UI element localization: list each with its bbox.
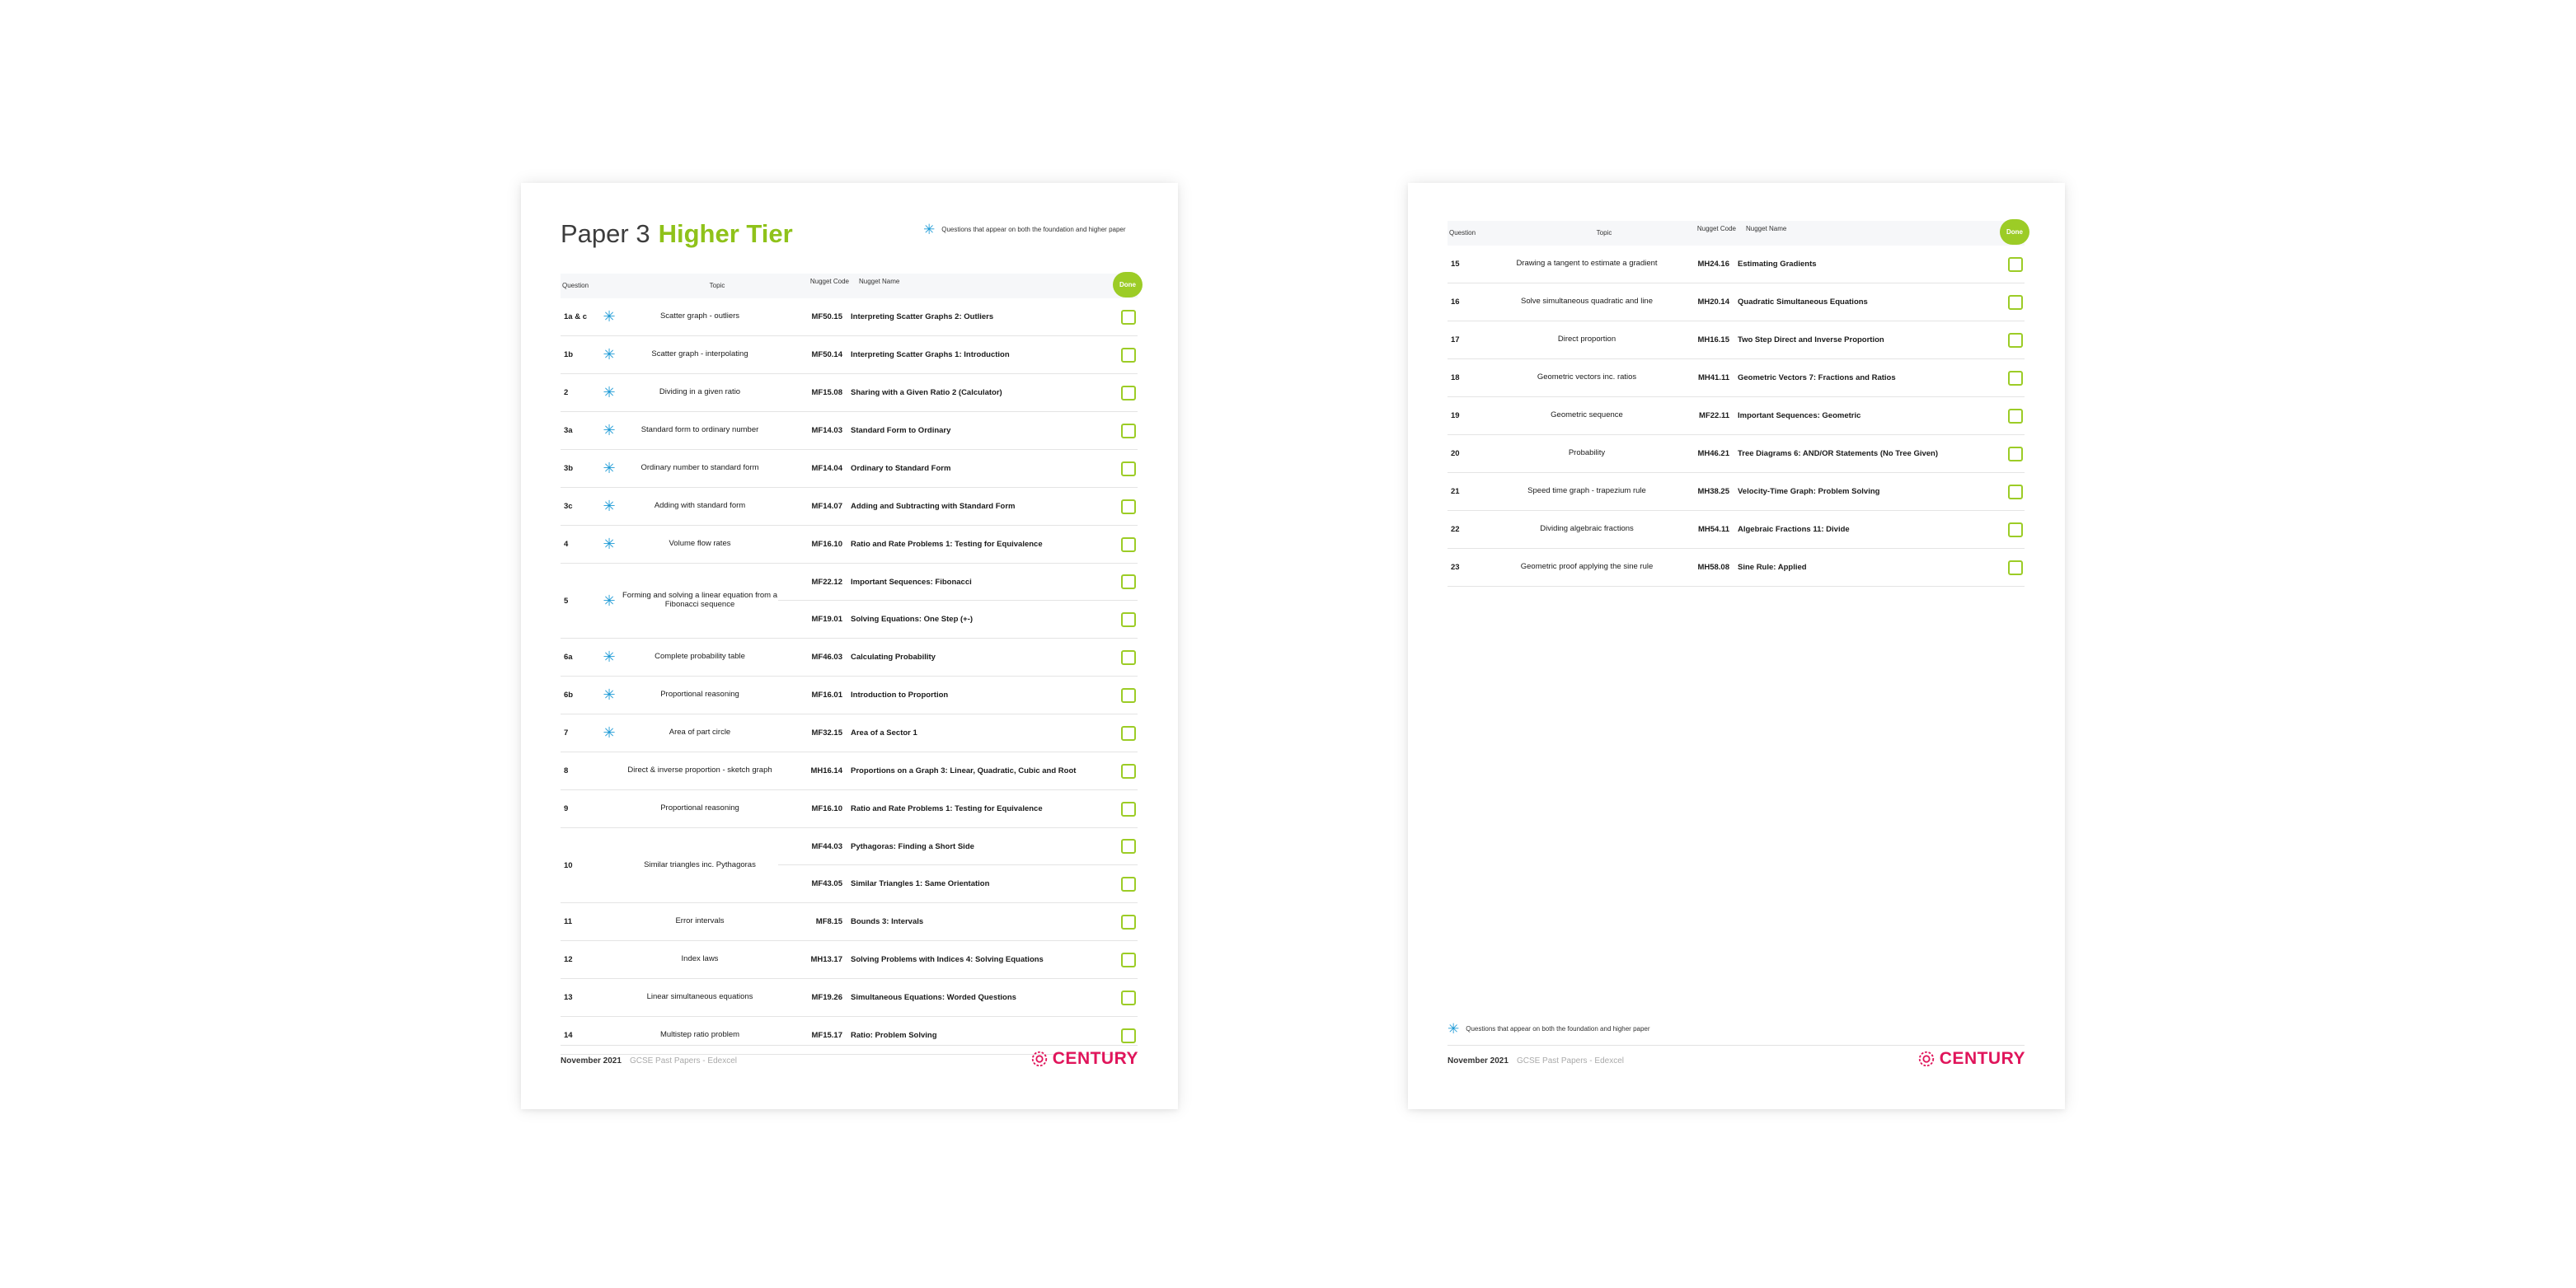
legend-text: Questions that appear on both the foundation and higher paper (1466, 1025, 1650, 1033)
nugget-code: MF19.26 (811, 993, 842, 1002)
snowflake-icon: ✳ (1448, 1021, 1460, 1037)
nugget-name: Area of a Sector 1 (851, 728, 917, 738)
icon-placeholder (1484, 397, 1509, 434)
nugget-name: Calculating Probability (851, 653, 936, 662)
icon-placeholder (1484, 246, 1509, 283)
done-checkbox[interactable] (1121, 348, 1136, 363)
question-number: 3b (564, 464, 574, 473)
question-number: 23 (1451, 563, 1460, 572)
done-checkbox[interactable] (2008, 560, 2023, 575)
icon-placeholder (1484, 511, 1509, 548)
icon-placeholder (597, 752, 622, 789)
question-number: 18 (1451, 373, 1460, 382)
table-row (561, 488, 1138, 526)
century-logo: CENTURY (1917, 1049, 2025, 1069)
nugget-name: Two Step Direct and Inverse Proportion (1738, 335, 1884, 344)
done-checkbox[interactable] (1121, 612, 1136, 627)
topic: Dividing in a given ratio (659, 387, 741, 397)
nugget-code: MF16.10 (811, 804, 842, 813)
nuggets (1665, 397, 2025, 434)
done-checkbox[interactable] (1121, 461, 1136, 476)
nugget-code: MF16.01 (811, 691, 842, 700)
nugget-code: MH20.14 (1697, 297, 1729, 307)
topic: Error intervals (675, 916, 725, 926)
nugget-row (778, 790, 1138, 827)
footer-subtitle: GCSE Past Papers - Edexcel (1516, 1056, 1624, 1066)
nuggets (1665, 321, 2025, 358)
page-2 (1408, 183, 2065, 1109)
nugget-row (778, 374, 1138, 411)
snowflake-icon: ✳ (603, 384, 616, 400)
nugget-row (1665, 246, 2025, 283)
snowflake-icon: ✳ (603, 724, 616, 741)
topic: Linear simultaneous equations (646, 992, 753, 1002)
done-checkbox[interactable] (1121, 537, 1136, 552)
question-number: 4 (564, 540, 569, 549)
page-1 (521, 183, 1178, 1109)
topic: Proportional reasoning (660, 690, 739, 700)
done-checkbox[interactable] (1121, 650, 1136, 665)
nugget-row (778, 941, 1138, 978)
question-number: 6a (564, 653, 573, 662)
nugget-row (1665, 473, 2025, 510)
nugget-name: Ratio and Rate Problems 1: Testing for Equivalence (851, 540, 1043, 549)
nugget-code: MH24.16 (1697, 260, 1729, 269)
nugget-code: MF16.10 (811, 540, 842, 549)
nugget-row (778, 828, 1138, 865)
topic: Proportional reasoning (660, 803, 739, 813)
header-topic: Topic (1596, 229, 1612, 237)
nugget-name: Solving Problems with Indices 4: Solving Equations (851, 955, 1044, 964)
tier-label: Higher Tier (658, 219, 793, 248)
table-row (1448, 397, 2025, 435)
footer-subtitle: GCSE Past Papers - Edexcel (629, 1056, 737, 1066)
nugget-row (1665, 359, 2025, 396)
nugget-code: MH58.08 (1697, 563, 1729, 572)
nugget-row (1665, 321, 2025, 358)
done-checkbox[interactable] (2008, 447, 2023, 461)
snowflake-icon: ✳ (603, 536, 616, 552)
question-number: 17 (1451, 335, 1460, 344)
done-checkbox[interactable] (1121, 953, 1136, 967)
done-checkbox[interactable] (1121, 915, 1136, 930)
table-row (1448, 549, 2025, 587)
nugget-row (778, 714, 1138, 752)
question-number: 20 (1451, 449, 1460, 458)
nugget-name: Important Sequences: Fibonacci (851, 577, 972, 587)
legend (1448, 1022, 1650, 1036)
topic: Index laws (681, 954, 719, 964)
done-checkbox[interactable] (1121, 877, 1136, 892)
topic: Scatter graph - interpolating (651, 349, 748, 359)
nuggets (778, 828, 1138, 902)
nugget-code: MH41.11 (1697, 373, 1729, 382)
nugget-name: Quadratic Simultaneous Equations (1738, 297, 1868, 307)
nuggets (778, 677, 1138, 714)
topic: Area of part circle (669, 728, 731, 738)
topic: Solve simultaneous quadratic and line (1520, 297, 1653, 307)
nugget-code: MH13.17 (810, 955, 842, 964)
done-checkbox[interactable] (1121, 991, 1136, 1005)
topic: Probability (1568, 448, 1606, 458)
page-title: Paper 3 Higher Tier (561, 219, 793, 248)
question-number: 3c (564, 502, 573, 511)
nugget-name: Similar Triangles 1: Same Orientation (851, 879, 990, 888)
icon-placeholder (1484, 283, 1509, 321)
icon-placeholder (597, 903, 622, 940)
nugget-name: Ordinary to Standard Form (851, 464, 951, 473)
nugget-name: Adding and Subtracting with Standard Form (851, 502, 1016, 511)
topic: Standard form to ordinary number (640, 425, 759, 435)
question-number: 15 (1451, 260, 1460, 269)
icon-placeholder (1484, 359, 1509, 396)
done-checkbox[interactable] (1121, 839, 1136, 854)
nugget-row (778, 488, 1138, 525)
topic: Multistep ratio problem (659, 1030, 740, 1040)
nuggets (778, 488, 1138, 525)
topic: Geometric sequence (1551, 410, 1623, 420)
topic: Direct proportion (1557, 335, 1616, 344)
table-row (561, 714, 1138, 752)
done-checkbox[interactable] (1121, 424, 1136, 438)
topic: Scatter graph - outliers (659, 311, 740, 321)
question-table (561, 298, 1138, 1055)
nuggets (778, 450, 1138, 487)
topic: Adding with standard form (654, 501, 746, 511)
topic: Geometric proof applying the sine rule (1520, 562, 1654, 572)
table-row (561, 903, 1138, 941)
nugget-row (778, 298, 1138, 335)
table-header (1448, 221, 2025, 246)
done-checkbox[interactable] (2008, 409, 2023, 424)
table-row (1448, 246, 2025, 283)
icon-placeholder (1484, 321, 1509, 358)
topic: Dividing algebraic fractions (1540, 524, 1634, 534)
done-checkbox[interactable] (1121, 386, 1136, 400)
nugget-name: Algebraic Fractions 11: Divide (1738, 525, 1850, 534)
nugget-code: MF15.08 (811, 388, 842, 397)
done-checkbox[interactable] (1121, 764, 1136, 779)
nugget-name: Pythagoras: Finding a Short Side (851, 841, 974, 851)
nuggets (778, 564, 1138, 638)
table-row (1448, 511, 2025, 549)
table-row (561, 979, 1138, 1017)
question-number: 7 (564, 728, 569, 738)
question-number: 21 (1451, 487, 1460, 496)
footer-date: November 2021 GCSE Past Papers - Edexcel (561, 1056, 737, 1066)
nuggets (1665, 359, 2025, 396)
nugget-row (778, 450, 1138, 487)
done-checkbox[interactable] (2008, 371, 2023, 386)
question-number: 16 (1451, 297, 1460, 307)
nugget-row (778, 526, 1138, 563)
done-checkbox[interactable] (1121, 1028, 1136, 1043)
nugget-name: Solving Equations: One Step (+-) (851, 615, 974, 624)
icon-placeholder (1484, 549, 1509, 586)
snowflake-icon: ✳ (603, 308, 616, 325)
topic: Ordinary number to standard form (640, 463, 759, 473)
topic: Similar triangles inc. Pythagoras (644, 859, 756, 869)
nugget-code: MH54.11 (1697, 525, 1729, 534)
nugget-row (778, 865, 1138, 902)
nuggets (778, 941, 1138, 978)
nugget-code: MH46.21 (1697, 449, 1729, 458)
done-checkbox[interactable] (2008, 257, 2023, 272)
nugget-row (778, 336, 1138, 373)
nugget-code: MF14.07 (811, 502, 842, 511)
nuggets (1665, 511, 2025, 548)
nugget-row (1665, 397, 2025, 434)
nugget-code: MF14.04 (811, 464, 842, 473)
question-number: 1a & c (564, 312, 587, 321)
done-checkbox[interactable] (2008, 522, 2023, 537)
nuggets (778, 903, 1138, 940)
header-question: Question (1449, 229, 1476, 237)
table-row (1448, 435, 2025, 473)
nugget-code: MF32.15 (811, 728, 842, 738)
nuggets (778, 298, 1138, 335)
table-row (1448, 321, 2025, 359)
done-checkbox[interactable] (1121, 688, 1136, 703)
snowflake-icon: ✳ (923, 222, 936, 237)
table-row (561, 752, 1138, 790)
nugget-code: MF8.15 (815, 917, 842, 926)
topic: Geometric vectors inc. ratios (1537, 372, 1637, 382)
nuggets (778, 336, 1138, 373)
table-row (561, 298, 1138, 336)
icon-placeholder (1484, 473, 1509, 510)
table-row (561, 412, 1138, 450)
nuggets (1665, 435, 2025, 472)
header-done-pill: Done (1113, 272, 1143, 297)
header-nugget-code: Nugget Code (809, 278, 849, 285)
question-number: 19 (1451, 411, 1460, 420)
question-number: 9 (564, 804, 569, 813)
footer-date: November 2021 GCSE Past Papers - Edexcel (1448, 1056, 1624, 1066)
icon-placeholder (597, 828, 622, 902)
icon-placeholder (597, 1017, 622, 1054)
nugget-code: MH16.14 (810, 766, 842, 775)
question-number: 3a (564, 426, 573, 435)
nugget-code: MF44.03 (811, 841, 842, 851)
snowflake-icon: ✳ (603, 460, 616, 476)
nuggets (778, 526, 1138, 563)
snowflake-icon: ✳ (603, 498, 616, 514)
done-checkbox[interactable] (1121, 802, 1136, 817)
question-number: 2 (564, 388, 569, 397)
question-number: 13 (564, 993, 573, 1002)
done-checkbox[interactable] (1121, 499, 1136, 514)
nugget-row (778, 412, 1138, 449)
topic: Volume flow rates (669, 539, 731, 549)
footer-divider (1448, 1045, 2025, 1046)
table-row (561, 450, 1138, 488)
icon-placeholder (1484, 435, 1509, 472)
nuggets (778, 412, 1138, 449)
nuggets (1665, 246, 2025, 283)
header-nugget-name: Nugget Name (1746, 225, 1787, 232)
icon-placeholder (597, 979, 622, 1016)
question-number: 8 (564, 766, 569, 775)
question-number: 11 (564, 917, 573, 926)
done-checkbox[interactable] (1121, 310, 1136, 325)
nugget-name: Simultaneous Equations: Worded Questions (851, 993, 1016, 1002)
header-nugget-code: Nugget Code (1696, 225, 1736, 232)
nugget-name: Interpreting Scatter Graphs 1: Introduction (851, 350, 1010, 359)
table-row (1448, 473, 2025, 511)
nuggets (1665, 283, 2025, 321)
footer-divider (561, 1045, 1138, 1046)
nugget-code: MH38.25 (1697, 487, 1729, 496)
nugget-name: Sine Rule: Applied (1738, 563, 1807, 572)
topic: Forming and solving a linear equation from a Fibonacci sequence (622, 591, 777, 609)
legend-text: Questions that appear on both the foundation and higher paper (941, 226, 1126, 233)
table-header (561, 274, 1138, 298)
nugget-code: MF50.14 (811, 350, 842, 359)
snowflake-icon: ✳ (603, 592, 616, 609)
century-logo: CENTURY (1030, 1049, 1138, 1069)
done-checkbox[interactable] (2008, 295, 2023, 310)
nugget-name: Estimating Gradients (1738, 260, 1817, 269)
nugget-row (1665, 435, 2025, 472)
nugget-name: Geometric Vectors 7: Fractions and Ratios (1738, 373, 1896, 382)
icon-placeholder (597, 941, 622, 978)
nugget-row (778, 979, 1138, 1016)
question-number: 1b (564, 350, 574, 359)
header-topic: Topic (709, 282, 725, 289)
nuggets (1665, 549, 2025, 586)
snowflake-icon: ✳ (603, 686, 616, 703)
nuggets (778, 639, 1138, 676)
table-row (561, 790, 1138, 828)
nugget-code: MF43.05 (811, 879, 842, 888)
topic: Complete probability table (655, 652, 745, 662)
nugget-row (778, 564, 1138, 601)
question-number: 6b (564, 691, 574, 700)
snowflake-icon: ✳ (603, 649, 616, 665)
question-number: 22 (1451, 525, 1460, 534)
table-row (1448, 283, 2025, 321)
nugget-name: Velocity-Time Graph: Problem Solving (1738, 487, 1880, 496)
nugget-row (778, 903, 1138, 940)
topic: Direct & inverse proportion - sketch graph (627, 766, 772, 775)
table-row (561, 677, 1138, 714)
nugget-name: Interpreting Scatter Graphs 2: Outliers (851, 312, 994, 321)
nuggets (778, 979, 1138, 1016)
century-logo-icon (1030, 1050, 1049, 1068)
snowflake-icon: ✳ (603, 422, 616, 438)
header-done-pill: Done (2000, 219, 2029, 245)
nugget-row (778, 752, 1138, 789)
topic: Speed time graph - trapezium rule (1527, 486, 1646, 496)
table-row (561, 336, 1138, 374)
question-number: 14 (564, 1031, 573, 1040)
question-number: 12 (564, 955, 573, 964)
nuggets (778, 374, 1138, 411)
done-checkbox[interactable] (2008, 333, 2023, 348)
nuggets (778, 752, 1138, 789)
done-checkbox[interactable] (1121, 726, 1136, 741)
nugget-name: Introduction to Proportion (851, 691, 949, 700)
done-checkbox[interactable] (1121, 574, 1136, 589)
nuggets (778, 714, 1138, 752)
nugget-row (1665, 549, 2025, 586)
nugget-name: Ratio: Problem Solving (851, 1031, 937, 1040)
question-number: 10 (564, 860, 573, 870)
question-table (1448, 246, 2025, 587)
header-nugget-name: Nugget Name (859, 278, 900, 285)
nugget-code: MF46.03 (811, 653, 842, 662)
table-row (561, 639, 1138, 677)
nugget-code: MF15.17 (811, 1031, 842, 1040)
icon-placeholder (597, 790, 622, 827)
century-logo-icon (1917, 1050, 1936, 1068)
nugget-name: Sharing with a Given Ratio 2 (Calculator) (851, 388, 1002, 397)
nugget-row (778, 601, 1138, 638)
nugget-name: Tree Diagrams 6: AND/OR Statements (No Tree Given) (1738, 449, 1939, 458)
table-row (561, 941, 1138, 979)
nugget-code: MF22.11 (1699, 411, 1729, 420)
snowflake-icon: ✳ (603, 346, 616, 363)
nugget-name: Ratio and Rate Problems 1: Testing for Equivalence (851, 804, 1043, 813)
nugget-code: MF22.12 (811, 577, 842, 587)
table-row (561, 564, 1138, 639)
nugget-row (1665, 283, 2025, 321)
question-number: 5 (564, 596, 569, 606)
table-row (561, 828, 1138, 903)
nuggets (1665, 473, 2025, 510)
legend (923, 222, 1126, 237)
nugget-row (1665, 511, 2025, 548)
nugget-name: Important Sequences: Geometric (1738, 411, 1861, 420)
topic: Drawing a tangent to estimate a gradient (1516, 259, 1658, 269)
nuggets (778, 790, 1138, 827)
done-checkbox[interactable] (2008, 485, 2023, 499)
table-row (561, 526, 1138, 564)
nugget-name: Bounds 3: Intervals (851, 917, 924, 926)
table-row (1448, 359, 2025, 397)
nugget-row (778, 639, 1138, 676)
nugget-row (778, 677, 1138, 714)
table-row (561, 374, 1138, 412)
header-question: Question (562, 282, 589, 289)
nugget-code: MH16.15 (1697, 335, 1729, 344)
nugget-name: Proportions on a Graph 3: Linear, Quadratic, Cubic and Root (851, 766, 1077, 775)
nugget-name: Standard Form to Ordinary (851, 426, 951, 435)
nugget-code: MF14.03 (811, 426, 842, 435)
nugget-code: MF50.15 (811, 312, 842, 321)
nugget-code: MF19.01 (811, 615, 842, 624)
